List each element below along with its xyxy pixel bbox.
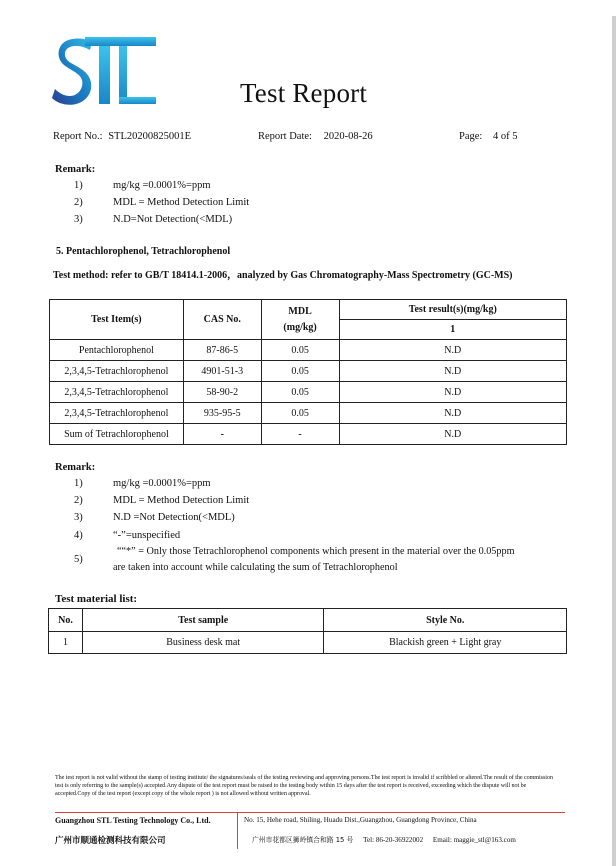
header-mdl [261, 300, 339, 340]
cell-sample: Business desk mat [82, 632, 324, 654]
table-row [50, 403, 567, 424]
table-row [50, 382, 567, 403]
cell-style: Blackish green + Light gray [324, 632, 567, 654]
remark-num: 5) [74, 554, 83, 565]
page-edge-shadow [612, 16, 616, 866]
header-test-sample: Test sample [82, 609, 324, 632]
table-row [49, 632, 567, 654]
cell-cas: 935-95-5 [183, 403, 261, 424]
header-test-item: Test Item(s) [50, 300, 184, 340]
remark-item [0, 495, 616, 509]
report-date-value: 2020-08-26 [323, 131, 373, 142]
remark-text: MDL = Method Detection Limit [113, 197, 250, 208]
material-table [48, 608, 567, 654]
cell-no: 1 [49, 632, 83, 654]
remark-title: Remark: [55, 462, 96, 473]
remark-title: Remark: [55, 164, 96, 175]
header-mdl-unit: (mg/kg) [283, 321, 317, 333]
report-no-label: Report No.: [53, 131, 103, 142]
cell-item: Pentachlorophenol [50, 340, 184, 361]
remark-item [0, 478, 616, 492]
remark-item [0, 214, 616, 228]
remark-item [0, 546, 616, 576]
results-table [49, 299, 567, 445]
report-date [258, 131, 373, 142]
remark-text: “-”=unspecified [113, 530, 181, 541]
remark-text: ““*” = Only those Tetrachlorophenol components which present in the material over the 0.05ppm [117, 546, 515, 557]
remark-num: 1) [74, 478, 83, 489]
header-sample-no: 1 [339, 320, 566, 340]
header-test-result: Test result(s)(mg/kg) [339, 300, 566, 320]
table-header-row [49, 609, 567, 632]
cell-result: N.D [339, 382, 566, 403]
table-row [50, 424, 567, 445]
header-cas: CAS No. [183, 300, 261, 340]
remark-num: 2) [74, 197, 83, 208]
table-row [50, 340, 567, 361]
page-label: Page: [459, 131, 483, 142]
cell-mdl: - [261, 424, 339, 445]
cell-mdl: 0.05 [261, 340, 339, 361]
page-value: 4 of 5 [492, 131, 518, 142]
cell-item: 2,3,4,5-Tetrachlorophenol [50, 382, 184, 403]
section-title: 5. Pentachlorophenol, Tetrachlorophenol [56, 246, 231, 257]
cell-mdl: 0.05 [261, 361, 339, 382]
header-no: No. [49, 609, 83, 632]
remark-item [0, 197, 616, 211]
remark-num: 2) [74, 495, 83, 506]
cell-result: N.D [339, 424, 566, 445]
remark-text: MDL = Method Detection Limit [113, 495, 250, 506]
remark-item [0, 512, 616, 526]
remark-text: mg/kg =0.0001%=ppm [113, 180, 211, 191]
company-name-cn: 广州市顺通检测科技有限公司 [55, 836, 166, 846]
header-style-no: Style No. [324, 609, 567, 632]
address-cn: 广州市花都区狮岭镇合和路 15 号 [252, 836, 354, 844]
cell-item: 2,3,4,5-Tetrachlorophenol [50, 361, 184, 382]
remark-num: 4) [74, 530, 83, 541]
report-title: Test Report [240, 78, 368, 108]
disclaimer-text: The test report is not valid without the stamp of testing institute/ the signatures/seals of the testing reviewing and approving persons.The test report is invalid if scribbled or altered.The result of the commission test is only referring to the sample(s) accepted.Any dispute of the test report must be raised to the testing body within 15 days after the test report is received, exceeding which the dispute will not be accepted.Copy of the test report (except copy of the whole report ) is not allowed without written approval. [55, 775, 553, 798]
footer-vertical-divider [237, 812, 238, 849]
cell-cas: 4901-51-3 [183, 361, 261, 382]
test-method: Test method: refer to GB/T 18414.1-2006，analyzed by Gas Chromatography-Mass Spectrometry (GC-MS) [53, 270, 513, 281]
cell-result: N.D [339, 340, 566, 361]
cell-result: N.D [339, 361, 566, 382]
cell-mdl: 0.05 [261, 382, 339, 403]
remark-num: 3) [74, 214, 83, 225]
cell-result: N.D [339, 403, 566, 424]
cell-cas: 58-90-2 [183, 382, 261, 403]
report-no-value: STL20200825001E [108, 131, 192, 142]
remark-item [0, 530, 616, 544]
remark-num: 3) [74, 512, 83, 523]
footer-divider [55, 812, 565, 813]
cell-mdl: 0.05 [261, 403, 339, 424]
cell-cas: - [183, 424, 261, 445]
remark-num: 1) [74, 180, 83, 191]
table-header-row [50, 300, 567, 320]
remark-text: mg/kg =0.0001%=ppm [113, 478, 211, 489]
header-mdl-label: MDL [288, 305, 312, 317]
remark-text: N.D=Not Detection(<MDL) [113, 214, 233, 225]
remark-text: N.D =Not Detection(<MDL) [113, 512, 235, 523]
page-number [459, 131, 517, 142]
material-list-title: Test material list: [55, 593, 138, 605]
address-cn-line [252, 834, 516, 844]
address-en: No. 15, Hehe road, Shiling, Huadu Dist.,Guangzhou, Guangdong Province, China [244, 816, 477, 824]
cell-item: 2,3,4,5-Tetrachlorophenol [50, 403, 184, 424]
report-no [53, 131, 191, 142]
telephone: Tel: 86-20-36922002 [363, 836, 424, 844]
remark-text-continued: are taken into account while calculating the sum of Tetrachlorophenol [113, 562, 398, 573]
company-name-en: Guangzhou STL Testing Technology Co., Ltd. [55, 816, 211, 825]
cell-item: Sum of Tetrachlorophenol [50, 424, 184, 445]
cell-cas: 87-86-5 [183, 340, 261, 361]
stl-logo-icon [52, 36, 158, 110]
email: Email: maggie_stl@163.com [432, 836, 516, 844]
table-row [50, 361, 567, 382]
stl-logo [52, 36, 158, 110]
report-date-label: Report Date: [258, 131, 312, 142]
remark-item [0, 180, 616, 194]
